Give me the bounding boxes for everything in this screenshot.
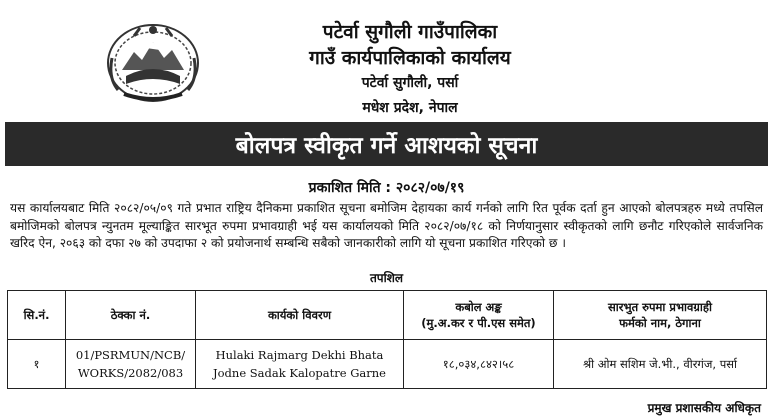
col-firm: सारभुत रुपमा प्रभावग्राही फर्मको नाम, ठेगाना — [554, 291, 767, 340]
cell-bid-amount: १८,०३४,८४२।५८ — [404, 340, 554, 389]
province-country: मधेश प्रदेश, नेपाल — [362, 100, 458, 116]
col-contract-no: ठेक्का नं. — [66, 291, 196, 340]
cell-contract-no: 01/PSRMUN/NCB/ WORKS/2082/083 — [66, 340, 196, 389]
col-work-description: कार्यको विवरण — [196, 291, 404, 340]
col-serial: सि.नं. — [8, 291, 66, 340]
notice-body: यस कार्यालयबाट मिति २०८२/०५/०९ गते प्रभात राष्ट्रिय दैनिकमा प्रकाशित सूचना बमोजिम देहायका कार्य गर्नको लागि रित पूर्वक दर्ता हुन आएको बोलपत्रहरु मध्ये तपसिल बमोजिमको बोलपत्र न्युनतम मूल्याङ्कित सारभूत रुपमा प्रभावग्राही भई यस कार्यालयको मिति २०८२/०७/१८ को निर्णयानुसार स्वीकृतको लागि छनौट गरिएकोले सार्वजनिक खरिद ऐन, २०६३ को दफा २७ को उपदाफा २ को प्रयोजनार्थ सम्बन्धि सबैको जानकारीको लागि यो सूचना प्रकाशित गरिएको छ । — [10, 201, 763, 250]
office-name: गाउँ कार्यपालिकाको कार्यालय — [309, 47, 511, 69]
office-address: पटेर्वा सुगौली, पर्सा — [361, 75, 459, 91]
published-date: प्रकाशित मिति : २०८२/०७/१९ — [308, 180, 465, 196]
cell-work-description: Hulaki Rajmarg Dekhi Bhata Jodne Sadak Kalopatre Garne — [196, 340, 404, 389]
municipality-name: पटेर्वा सुगौली गाउँपालिका — [322, 21, 498, 43]
signatory-title: प्रमुख प्रशासकीय अधिकृत — [647, 401, 761, 415]
notice-title-banner — [5, 122, 768, 166]
table-row — [8, 340, 767, 389]
notice-title: बोलपत्र स्वीकृत गर्ने आशयको सूचना — [235, 133, 538, 159]
details-heading: तपशिल — [369, 271, 404, 285]
col-bid-amount: कबोल अङ्क (मु.अ.कर र पी.एस समेत) — [404, 291, 554, 340]
cell-serial: १ — [8, 340, 66, 389]
nepal-emblem-icon — [104, 18, 202, 104]
table-header-row — [8, 291, 767, 340]
cell-firm: श्री ओम सशिम जे.भी., वीरगंज, पर्सा — [554, 340, 767, 389]
award-table — [7, 290, 767, 389]
